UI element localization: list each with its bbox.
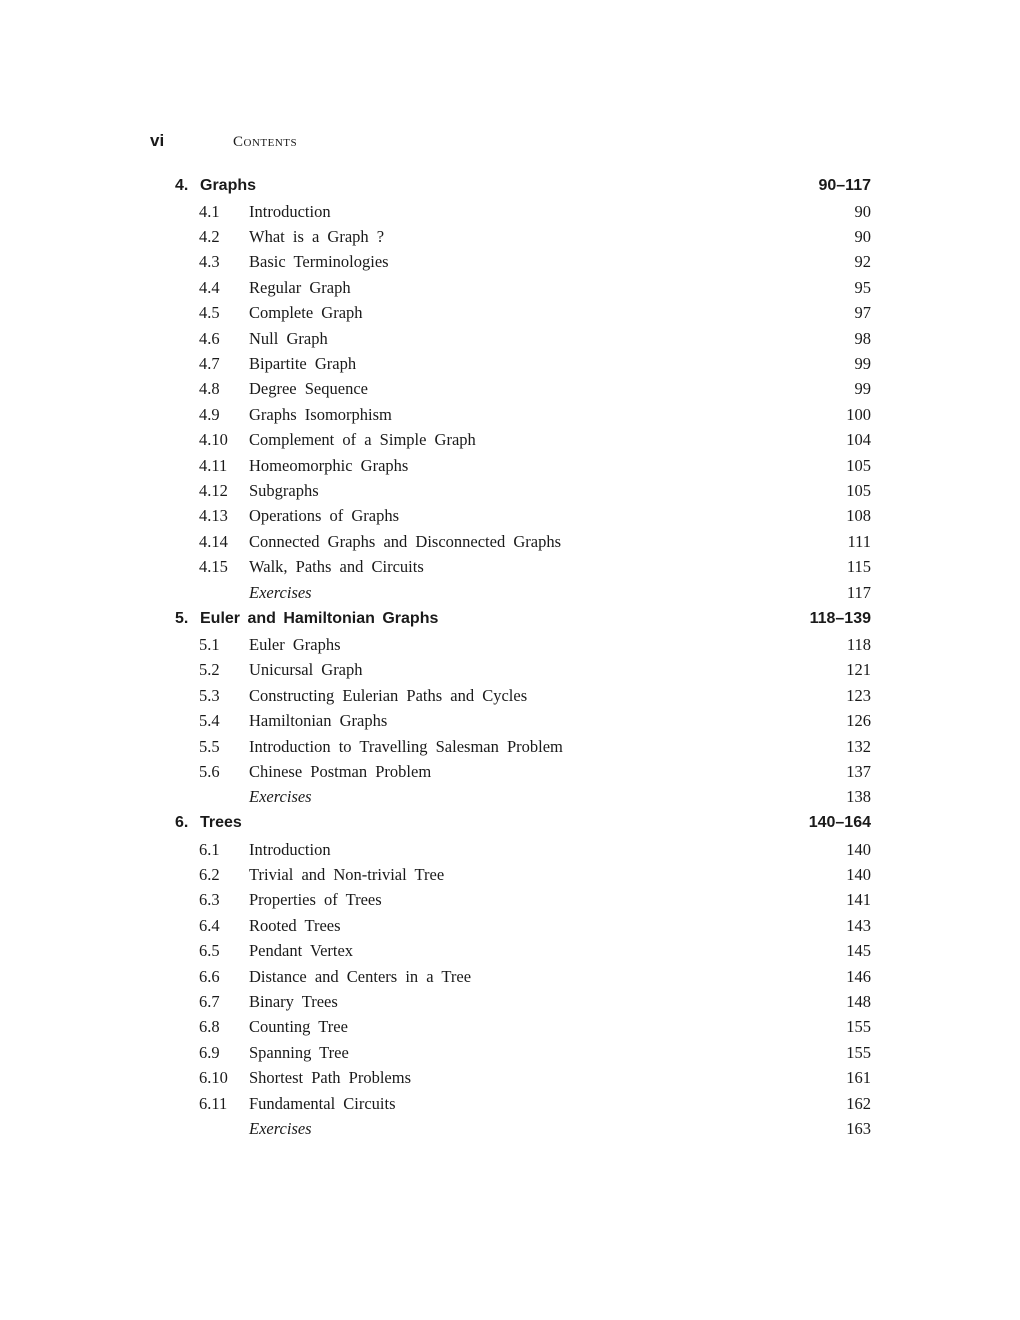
section-number: 6.6	[199, 966, 220, 986]
section-number: 4.13	[199, 506, 228, 526]
section-number: 4.7	[199, 354, 220, 374]
section-entry	[175, 888, 871, 913]
section-title: Null Graph	[249, 328, 328, 348]
section-number: 4.3	[199, 252, 220, 272]
section-title: Distance and Centers in a Tree	[249, 966, 472, 986]
section-page-number: 121	[846, 660, 871, 680]
section-entry	[175, 199, 871, 224]
section-entry	[175, 913, 871, 938]
section-title: Complete Graph	[249, 303, 363, 323]
section-title: Unicursal Graph	[249, 660, 363, 680]
chapter-heading	[175, 605, 871, 632]
chapter-page-range: 140–164	[808, 814, 871, 832]
section-entry	[175, 862, 871, 887]
section-page-number: 137	[846, 761, 871, 781]
section-title: Exercises	[249, 1118, 312, 1138]
section-page-number: 132	[846, 736, 871, 756]
section-title: Walk, Paths and Circuits	[249, 557, 424, 577]
section-title: Complement of a Simple Graph	[249, 430, 476, 450]
chapter-title: Euler and Hamiltonian Graphs	[200, 609, 439, 627]
section-title: Hamiltonian Graphs	[249, 711, 388, 731]
exercises-entry	[175, 580, 871, 605]
section-page-number: 138	[846, 787, 871, 807]
section-number: 4.2	[199, 227, 220, 247]
section-page-number: 163	[846, 1118, 871, 1138]
chapter-number: 6.	[175, 814, 189, 832]
section-entry	[175, 734, 871, 759]
section-page-number: 115	[846, 557, 871, 577]
section-entry	[175, 989, 871, 1014]
section-title: Connected Graphs and Disconnected Graphs	[249, 531, 561, 551]
section-number: 5.6	[199, 761, 220, 781]
section-page-number: 141	[846, 890, 871, 910]
section-title: Constructing Eulerian Paths and Cycles	[249, 685, 528, 705]
section-entry	[175, 351, 871, 376]
section-entry	[175, 529, 871, 554]
page-number: vi	[150, 131, 165, 150]
section-title: Subgraphs	[249, 480, 319, 500]
running-head: Contents	[233, 134, 298, 150]
section-entry	[175, 224, 871, 249]
section-title: Counting Tree	[249, 1017, 348, 1037]
section-number: 4.1	[199, 201, 220, 221]
section-number: 6.2	[199, 865, 220, 885]
section-entry	[175, 428, 871, 453]
section-page-number: 97	[854, 303, 871, 323]
section-number: 5.3	[199, 685, 220, 705]
section-entry	[175, 453, 871, 478]
section-number: 6.10	[199, 1068, 228, 1088]
exercises-entry	[175, 1116, 871, 1141]
section-page-number: 99	[854, 379, 871, 399]
section-title: Spanning Tree	[249, 1042, 349, 1062]
section-entry	[175, 326, 871, 351]
table-of-contents	[175, 172, 871, 1142]
section-number: 5.2	[199, 660, 220, 680]
section-number: 6.3	[199, 890, 220, 910]
section-page-number: 140	[846, 865, 871, 885]
section-entry	[175, 658, 871, 683]
section-number: 6.4	[199, 915, 220, 935]
section-entry	[175, 275, 871, 300]
section-page-number: 100	[846, 404, 871, 424]
section-page-number: 105	[846, 455, 871, 475]
section-title: Homeomorphic Graphs	[249, 455, 409, 475]
section-page-number: 104	[846, 430, 871, 450]
section-page-number: 145	[846, 941, 871, 961]
section-entry	[175, 250, 871, 275]
section-entry	[175, 478, 871, 503]
section-number: 4.12	[199, 480, 228, 500]
section-page-number: 117	[846, 582, 871, 602]
section-number: 6.7	[199, 992, 220, 1012]
section-title: Shortest Path Problems	[249, 1068, 412, 1088]
section-page-number: 99	[854, 354, 871, 374]
section-title: Exercises	[249, 787, 312, 807]
section-entry	[175, 377, 871, 402]
section-page-number: 90	[854, 201, 871, 221]
chapter-number: 5.	[175, 609, 189, 627]
chapter-heading	[175, 810, 871, 837]
section-page-number: 98	[854, 328, 871, 348]
section-page-number: 95	[854, 277, 871, 297]
section-number: 4.14	[199, 531, 228, 551]
section-page-number: 162	[846, 1093, 871, 1113]
chapter-heading	[175, 172, 871, 199]
section-page-number: 155	[846, 1042, 871, 1062]
section-title: Introduction	[249, 201, 331, 221]
section-entry	[175, 708, 871, 733]
section-number: 4.8	[199, 379, 220, 399]
section-title: Operations of Graphs	[249, 506, 400, 526]
section-title: Rooted Trees	[249, 915, 341, 935]
section-page-number: 143	[846, 915, 871, 935]
section-number: 4.10	[199, 430, 228, 450]
section-title: Introduction	[249, 839, 331, 859]
section-number: 4.11	[199, 455, 228, 475]
section-page-number: 111	[847, 531, 871, 551]
chapter-title: Graphs	[200, 176, 257, 194]
section-title: Basic Terminologies	[249, 252, 389, 272]
section-entry	[175, 1066, 871, 1091]
section-number: 6.8	[199, 1017, 220, 1037]
section-page-number: 140	[846, 839, 871, 859]
section-page-number: 123	[846, 685, 871, 705]
section-number: 5.5	[199, 736, 220, 756]
section-page-number: 148	[846, 992, 871, 1012]
section-page-number: 90	[854, 227, 871, 247]
section-title: Euler Graphs	[249, 634, 341, 654]
section-title: Introduction to Travelling Salesman Problem	[249, 736, 563, 756]
section-entry	[175, 837, 871, 862]
section-title: Regular Graph	[249, 277, 351, 297]
section-title: Bipartite Graph	[249, 354, 357, 374]
section-entry	[175, 759, 871, 784]
section-number: 4.6	[199, 328, 220, 348]
section-page-number: 118	[846, 634, 871, 654]
section-number: 6.5	[199, 941, 220, 961]
section-title: Trivial and Non-trivial Tree	[249, 865, 445, 885]
section-number: 5.4	[199, 711, 220, 731]
section-entry	[175, 1091, 871, 1116]
section-title: Fundamental Circuits	[249, 1093, 396, 1113]
section-page-number: 108	[846, 506, 871, 526]
section-number: 5.1	[199, 634, 220, 654]
chapter-page-range: 90–117	[818, 176, 871, 194]
section-number: 4.9	[199, 404, 220, 424]
section-entry	[175, 1015, 871, 1040]
section-entry	[175, 504, 871, 529]
section-title: Graphs Isomorphism	[249, 404, 392, 424]
section-entry	[175, 402, 871, 427]
section-title: Binary Trees	[249, 992, 338, 1012]
section-number: 6.9	[199, 1042, 220, 1062]
section-entry	[175, 683, 871, 708]
section-number: 6.11	[199, 1093, 228, 1113]
section-title: Chinese Postman Problem	[249, 761, 432, 781]
section-title: What is a Graph ?	[249, 227, 385, 247]
section-number: 6.1	[199, 839, 220, 859]
section-entry	[175, 964, 871, 989]
section-entry	[175, 939, 871, 964]
section-page-number: 92	[854, 252, 871, 272]
chapter-number: 4.	[175, 176, 189, 194]
section-page-number: 161	[846, 1068, 871, 1088]
page-header	[150, 131, 297, 155]
section-page-number: 105	[846, 480, 871, 500]
section-entry	[175, 632, 871, 657]
section-number: 4.15	[199, 557, 228, 577]
section-page-number: 126	[846, 711, 871, 731]
section-number: 4.4	[199, 277, 220, 297]
chapter-page-range: 118–139	[809, 609, 871, 627]
section-title: Degree Sequence	[249, 379, 368, 399]
section-page-number: 146	[846, 966, 871, 986]
exercises-entry	[175, 785, 871, 810]
section-title: Pendant Vertex	[249, 941, 354, 961]
section-number: 4.5	[199, 303, 220, 323]
chapter-title: Trees	[200, 814, 242, 832]
section-title: Properties of Trees	[249, 890, 382, 910]
section-entry	[175, 554, 871, 579]
section-title: Exercises	[249, 582, 312, 602]
section-page-number: 155	[846, 1017, 871, 1037]
section-entry	[175, 1040, 871, 1065]
section-entry	[175, 301, 871, 326]
